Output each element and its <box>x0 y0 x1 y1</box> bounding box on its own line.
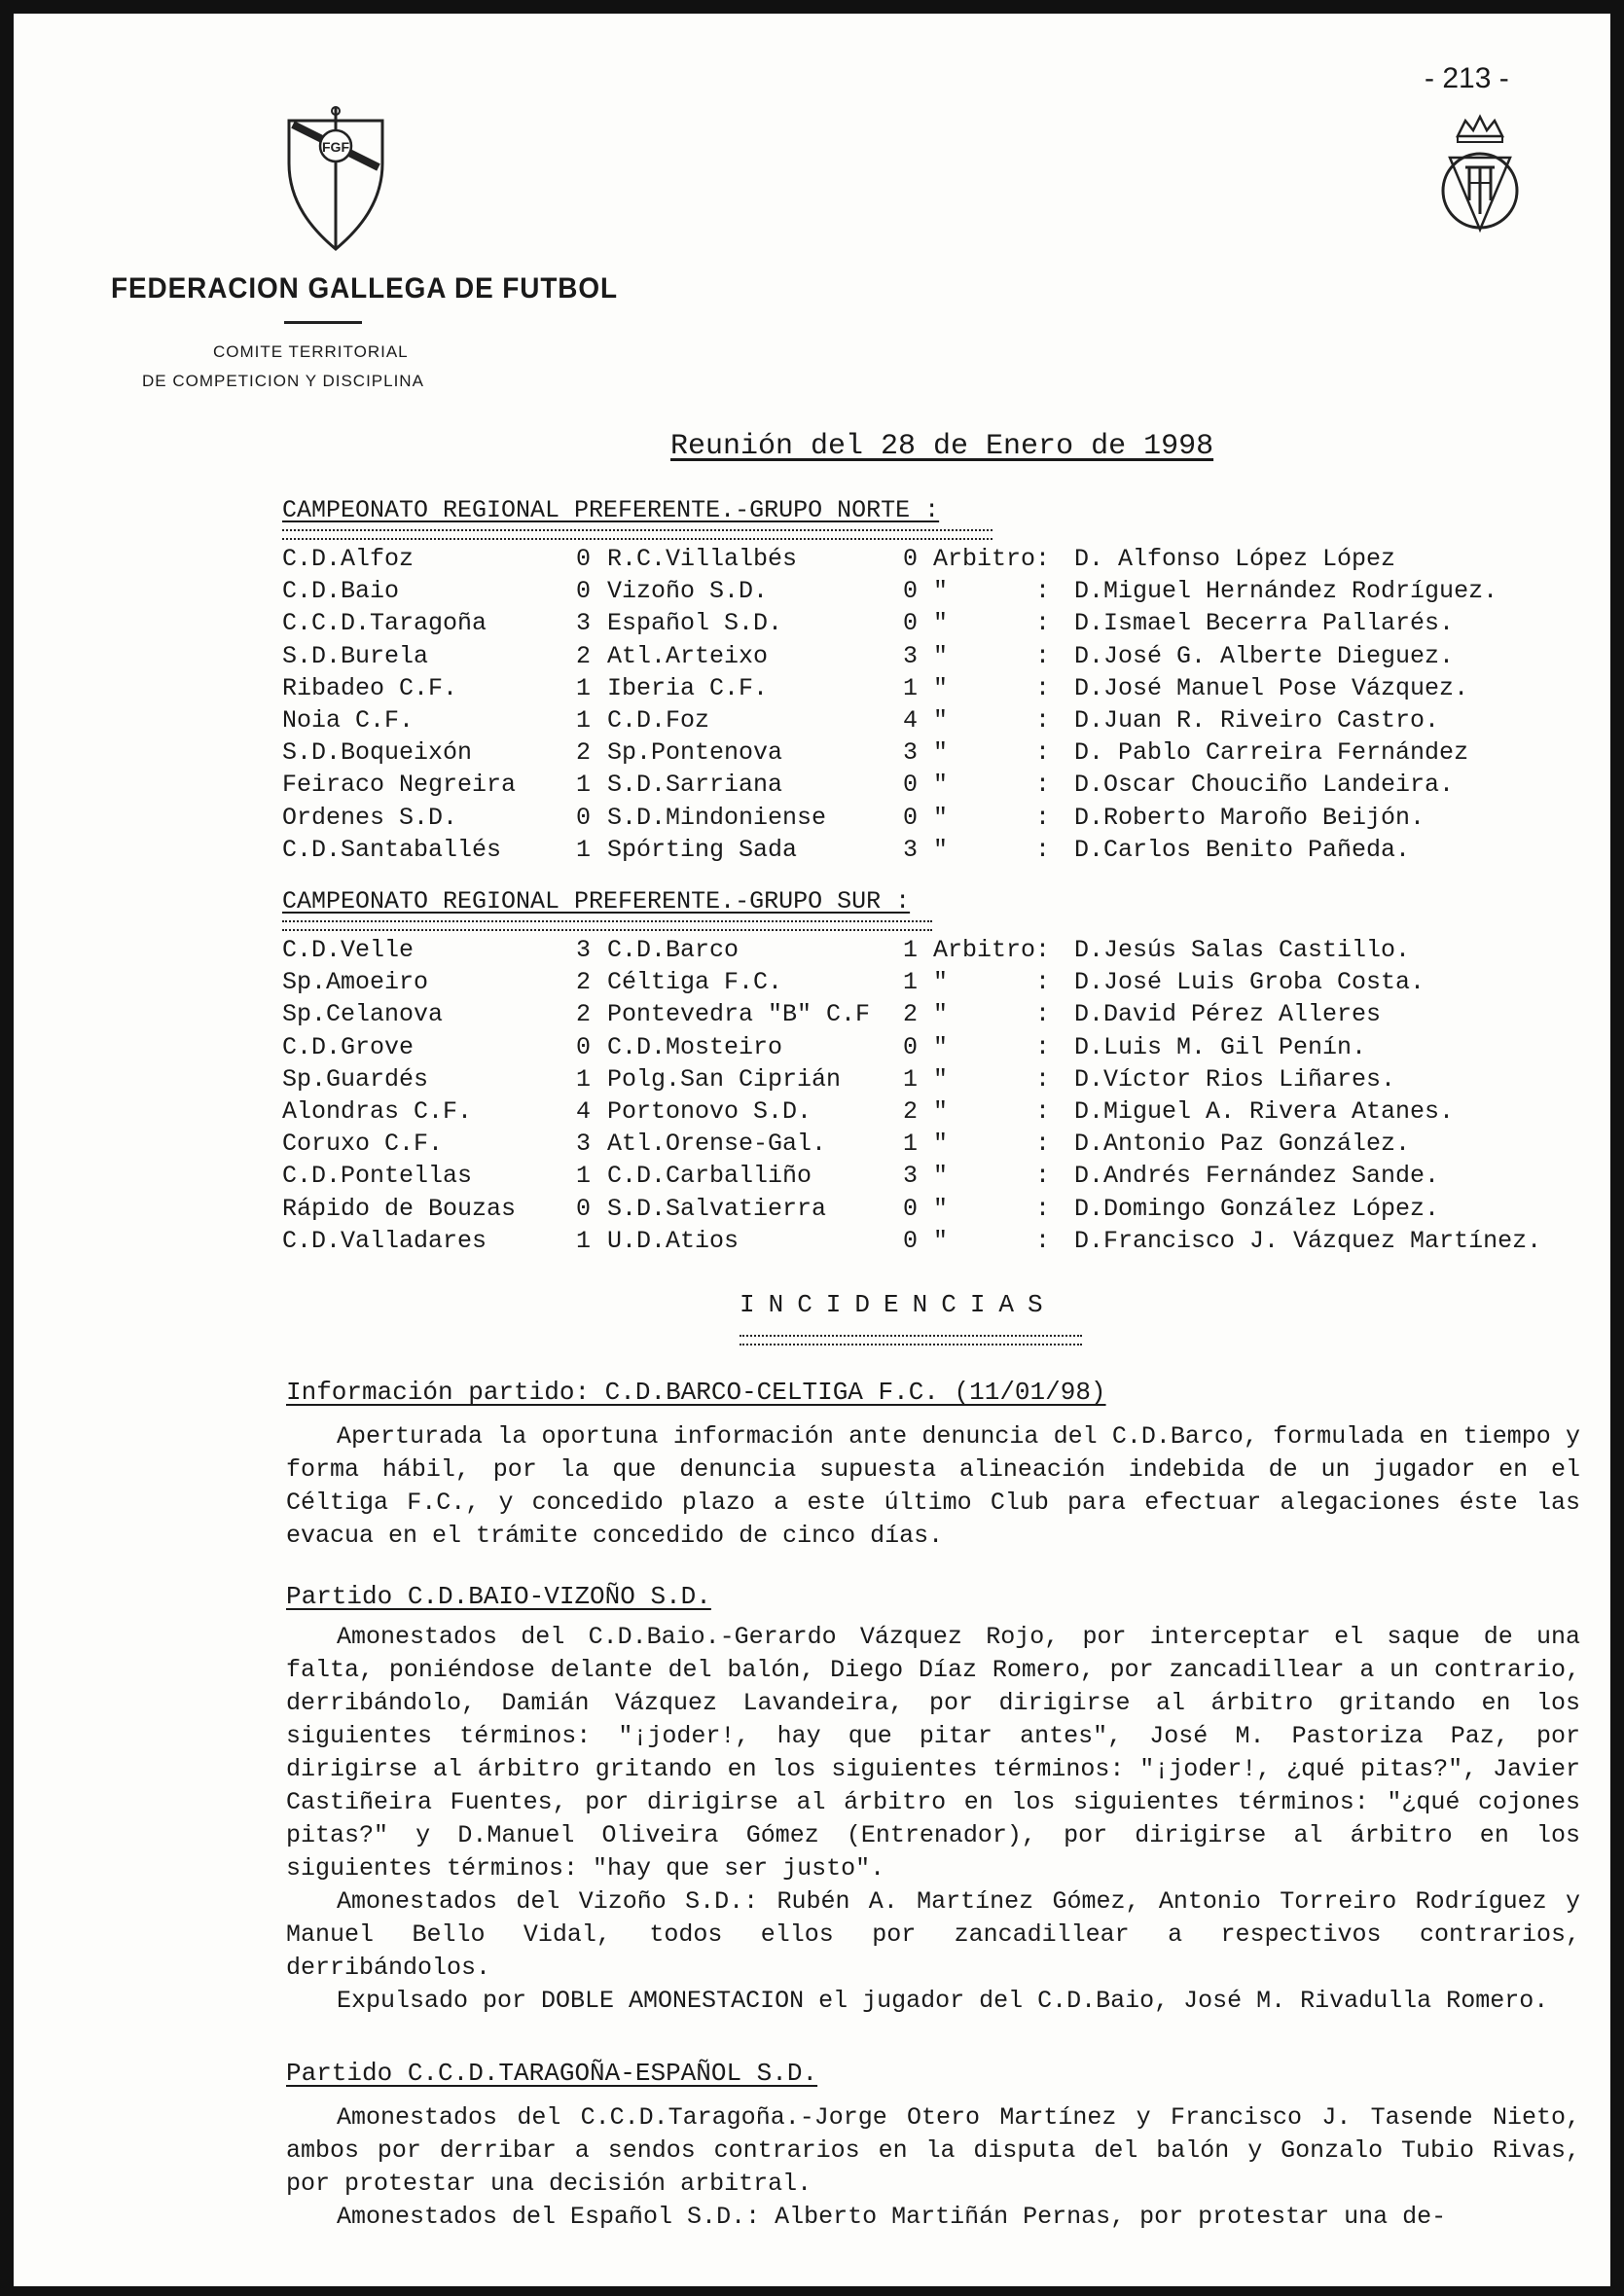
referee-name: D. Pablo Carreira Fernández <box>1074 738 1469 768</box>
referee-label: " <box>933 1226 949 1255</box>
section-heading: Partido C.D.BAIO-VIZOÑO S.D. <box>286 1582 711 1611</box>
away-team: S.D.Salvatierra <box>607 1194 827 1223</box>
away-team: Iberia C.F. <box>607 673 769 702</box>
away-team: Pontevedra "B" C.F <box>607 1000 871 1029</box>
referee-label: " <box>933 771 949 800</box>
away-score: 2 <box>903 1097 919 1126</box>
page-number: - 213 - <box>1425 62 1509 94</box>
separator: : <box>1035 1064 1051 1094</box>
referee-name: D.Andrés Fernández Sande. <box>1074 1162 1440 1191</box>
referee-name: D.Juan R. Riveiro Castro. <box>1074 706 1440 735</box>
referee-name: D.José Luis Groba Costa. <box>1074 968 1426 997</box>
home-score: 3 <box>576 1130 592 1159</box>
referee-label: " <box>933 968 949 997</box>
home-team: C.D.Santaballés <box>282 835 502 864</box>
home-score: 1 <box>576 835 592 864</box>
section-heading: Información partido: C.D.BARCO-CELTIGA F.C. (11/01/98) <box>286 1378 1106 1407</box>
home-team: Rápido de Bouzas <box>282 1194 517 1223</box>
home-score: 0 <box>576 577 592 606</box>
document-page <box>14 14 1610 2286</box>
double-rule <box>282 920 932 931</box>
home-score: 3 <box>576 936 592 964</box>
away-team: Sp.Pontenova <box>607 738 783 768</box>
home-score: 0 <box>576 803 592 832</box>
away-score: 1 <box>903 968 919 997</box>
away-score: 2 <box>903 1000 919 1029</box>
referee-label: " <box>933 706 949 735</box>
referee-label: " <box>933 641 949 670</box>
away-score: 0 <box>903 1194 919 1223</box>
referee-label: " <box>933 1130 949 1159</box>
home-team: C.C.D.Taragoña <box>282 609 487 638</box>
match-row <box>14 804 1610 837</box>
referee-name: D. Alfonso López López <box>1074 545 1396 573</box>
away-team: U.D.Atios <box>607 1226 740 1255</box>
home-score: 4 <box>576 1097 592 1126</box>
referee-name: D.Francisco J. Vázquez Martínez. <box>1074 1226 1542 1255</box>
match-row <box>14 545 1610 578</box>
home-score: 3 <box>576 609 592 638</box>
away-team: Spórting Sada <box>607 835 798 864</box>
incidencias-title: INCIDENCIAS <box>740 1290 1057 1319</box>
referee-label: " <box>933 1032 949 1061</box>
separator: : <box>1035 835 1051 864</box>
away-team: Español S.D. <box>607 609 783 638</box>
title-divider <box>284 321 362 324</box>
match-row <box>14 1000 1610 1033</box>
match-row <box>14 738 1610 771</box>
match-row <box>14 642 1610 675</box>
separator: : <box>1035 738 1051 768</box>
home-team: Sp.Amoeiro <box>282 968 429 997</box>
home-team: C.D.Velle <box>282 936 415 964</box>
away-team: Atl.Orense-Gal. <box>607 1130 827 1159</box>
match-row <box>14 1097 1610 1130</box>
separator: : <box>1035 706 1051 735</box>
away-team: Portonovo S.D. <box>607 1097 812 1126</box>
home-team: C.D.Baio <box>282 577 400 606</box>
paragraph: Aperturada la oportuna información ante denuncia del C.D.Barco, formulada en tiempo y forma hábil, por la que denuncia supuesta alineación indebida de un jugador en el Céltiga F.C., y concedido plazo a este último Club para efectuar alegaciones éste las evacua en el trámite concedido de cinco días. <box>286 1422 1580 1550</box>
double-rule <box>740 1335 1082 1345</box>
home-team: Noia C.F. <box>282 706 415 735</box>
group-title-sur: CAMPEONATO REGIONAL PREFERENTE.-GRUPO SUR : <box>282 887 911 915</box>
home-team: C.D.Alfoz <box>282 545 415 573</box>
separator: : <box>1035 1130 1051 1159</box>
separator: : <box>1035 968 1051 997</box>
away-team: Vizoño S.D. <box>607 577 769 606</box>
match-row <box>14 968 1610 1001</box>
section-heading: Partido C.C.D.TARAGOÑA-ESPAÑOL S.D. <box>286 2059 818 2088</box>
separator: : <box>1035 1162 1051 1191</box>
match-row <box>14 1065 1610 1098</box>
referee-name: D.Miguel Hernández Rodríguez. <box>1074 577 1498 606</box>
away-team: S.D.Mindoniense <box>607 803 827 832</box>
home-team: Feiraco Negreira <box>282 771 517 800</box>
home-team: S.D.Boqueixón <box>282 738 473 768</box>
away-score: 0 <box>903 771 919 800</box>
away-score: 1 <box>903 1130 919 1159</box>
away-score: 3 <box>903 641 919 670</box>
home-score: 2 <box>576 968 592 997</box>
referee-name: D.Roberto Maroño Beijón. <box>1074 803 1426 832</box>
svg-text:FGF: FGF <box>322 139 349 155</box>
home-team: Coruxo C.F. <box>282 1130 444 1159</box>
match-row <box>14 836 1610 869</box>
separator: : <box>1035 1194 1051 1223</box>
separator: : <box>1035 1097 1051 1126</box>
referee-name: D.José Manuel Pose Vázquez. <box>1074 673 1469 702</box>
match-row <box>14 609 1610 642</box>
separator: : <box>1035 936 1051 964</box>
home-score: 2 <box>576 1000 592 1029</box>
committee-line-2: DE COMPETICION Y DISCIPLINA <box>142 372 424 390</box>
match-row <box>14 577 1610 610</box>
paragraph: Expulsado por DOBLE AMONESTACION el jugador del C.D.Baio, José M. Rivadulla Romero. <box>337 1987 1549 2015</box>
committee-line-1: COMITE TERRITORIAL <box>213 342 409 361</box>
separator: : <box>1035 1000 1051 1029</box>
separator: : <box>1035 1032 1051 1061</box>
away-score: 1 <box>903 1064 919 1094</box>
home-score: 0 <box>576 545 592 573</box>
home-score: 1 <box>576 1162 592 1191</box>
referee-name: D.Antonio Paz González. <box>1074 1130 1411 1159</box>
group-title-norte: CAMPEONATO REGIONAL PREFERENTE.-GRUPO NORTE : <box>282 496 940 524</box>
away-team: Céltiga F.C. <box>607 968 783 997</box>
away-team: C.D.Foz <box>607 706 710 735</box>
referee-name: D.Luis M. Gil Penín. <box>1074 1032 1367 1061</box>
home-score: 1 <box>576 1226 592 1255</box>
separator: : <box>1035 577 1051 606</box>
home-team: S.D.Burela <box>282 641 429 670</box>
referee-label: " <box>933 1097 949 1126</box>
paragraph: Amonestados del C.D.Baio.-Gerardo Vázquez Rojo, por interceptar el saque de una falta, poniéndose delante del balón, Diego Díaz Romero, por zancadillear a un contrario, derribándolo, Damián Vázquez Lavandeira, por dirigirse al árbitro gritando en los siguientes términos: "¡joder!, hay que pitar antes", José M. Pastoriza Paz, por dirigirse al árbitro gritando en los siguientes términos: "¡joder!, ¿qué pitas?", Javier Castiñeira Fuentes, por dirigirse al árbitro en los siguientes términos: "¿qué cojones pitas?" y D.Manuel Oliveira Gómez (Entrenador), por dirigirse al árbitro en los siguientes términos: "hay que ser justo". <box>286 1623 1580 1883</box>
home-team: C.D.Pontellas <box>282 1162 473 1191</box>
referee-name: D.David Pérez Alleres <box>1074 1000 1382 1029</box>
away-score: 0 <box>903 545 919 573</box>
away-score: 3 <box>903 1162 919 1191</box>
separator: : <box>1035 803 1051 832</box>
match-row <box>14 706 1610 739</box>
paragraph: Amonestados del Español S.D.: Alberto Martiñán Pernas, por protestar una de- <box>337 2203 1447 2231</box>
away-team: C.D.Carballiño <box>607 1162 812 1191</box>
referee-name: D.Oscar Chouciño Landeira. <box>1074 771 1455 800</box>
away-score: 0 <box>903 1032 919 1061</box>
referee-label: " <box>933 835 949 864</box>
separator: : <box>1035 545 1051 573</box>
referee-name: D.Ismael Becerra Pallarés. <box>1074 609 1455 638</box>
away-team: C.D.Mosteiro <box>607 1032 783 1061</box>
separator: : <box>1035 1226 1051 1255</box>
federation-name: FEDERACION GALLEGA DE FUTBOL <box>111 272 619 305</box>
home-score: 1 <box>576 673 592 702</box>
home-score: 2 <box>576 738 592 768</box>
federation-shield-logo <box>281 105 390 253</box>
referee-label: " <box>933 803 949 832</box>
paragraph: Amonestados del Vizoño S.D.: Rubén A. Martínez Gómez, Antonio Torreiro Rodríguez y Manuel Bello Vidal, todos ellos por zancadillear a respectivos contrarios, derribándolos. <box>286 1887 1580 1982</box>
home-team: Sp.Guardés <box>282 1064 429 1094</box>
separator: : <box>1035 771 1051 800</box>
home-team: Ribadeo C.F. <box>282 673 458 702</box>
referee-label: Arbitro <box>933 545 1036 573</box>
referee-name: D.Víctor Rios Liñares. <box>1074 1064 1396 1094</box>
match-row <box>14 1162 1610 1195</box>
home-score: 0 <box>576 1032 592 1061</box>
match-row <box>14 1227 1610 1260</box>
rfef-crest-logo <box>1436 107 1524 235</box>
home-score: 0 <box>576 1194 592 1223</box>
home-team: Sp.Celanova <box>282 1000 444 1029</box>
referee-label: " <box>933 1064 949 1094</box>
meeting-date: Reunión del 28 de Enero de 1998 <box>670 430 1214 463</box>
match-row <box>14 1130 1610 1163</box>
away-score: 0 <box>903 1226 919 1255</box>
referee-label: " <box>933 1194 949 1223</box>
match-row <box>14 674 1610 707</box>
home-team: Alondras C.F. <box>282 1097 473 1126</box>
home-team: C.D.Grove <box>282 1032 415 1061</box>
double-rule <box>282 529 992 540</box>
referee-name: D.Domingo González López. <box>1074 1194 1440 1223</box>
match-row <box>14 771 1610 804</box>
home-team: Ordenes S.D. <box>282 803 458 832</box>
away-score: 1 <box>903 673 919 702</box>
separator: : <box>1035 641 1051 670</box>
away-score: 0 <box>903 609 919 638</box>
referee-name: D.Miguel A. Rivera Atanes. <box>1074 1097 1455 1126</box>
referee-label: " <box>933 1162 949 1191</box>
match-row <box>14 936 1610 969</box>
referee-name: D.Carlos Benito Pañeda. <box>1074 835 1411 864</box>
away-score: 3 <box>903 835 919 864</box>
away-team: S.D.Sarriana <box>607 771 783 800</box>
referee-label: " <box>933 609 949 638</box>
referee-name: D.José G. Alberte Dieguez. <box>1074 641 1455 670</box>
home-score: 2 <box>576 641 592 670</box>
referee-name: D.Jesús Salas Castillo. <box>1074 936 1411 964</box>
separator: : <box>1035 609 1051 638</box>
separator: : <box>1035 673 1051 702</box>
away-score: 0 <box>903 577 919 606</box>
away-team: C.D.Barco <box>607 936 740 964</box>
home-score: 1 <box>576 706 592 735</box>
home-score: 1 <box>576 1064 592 1094</box>
paragraph: Amonestados del C.C.D.Taragoña.-Jorge Otero Martínez y Francisco J. Tasende Nieto, ambos por derribar a sendos contrarios en la disputa del balón y Gonzalo Tubio Rivas, por protestar una decisión arbitral. <box>286 2103 1580 2198</box>
away-score: 3 <box>903 738 919 768</box>
referee-label: " <box>933 738 949 768</box>
away-score: 1 <box>903 936 919 964</box>
home-team: C.D.Valladares <box>282 1226 487 1255</box>
match-row <box>14 1033 1610 1066</box>
referee-label: Arbitro <box>933 936 1036 964</box>
match-row <box>14 1195 1610 1228</box>
away-team: R.C.Villalbés <box>607 545 798 573</box>
home-score: 1 <box>576 771 592 800</box>
referee-label: " <box>933 577 949 606</box>
referee-label: " <box>933 673 949 702</box>
away-team: Atl.Arteixo <box>607 641 769 670</box>
referee-label: " <box>933 1000 949 1029</box>
away-score: 0 <box>903 803 919 832</box>
away-score: 4 <box>903 706 919 735</box>
away-team: Polg.San Ciprián <box>607 1064 842 1094</box>
